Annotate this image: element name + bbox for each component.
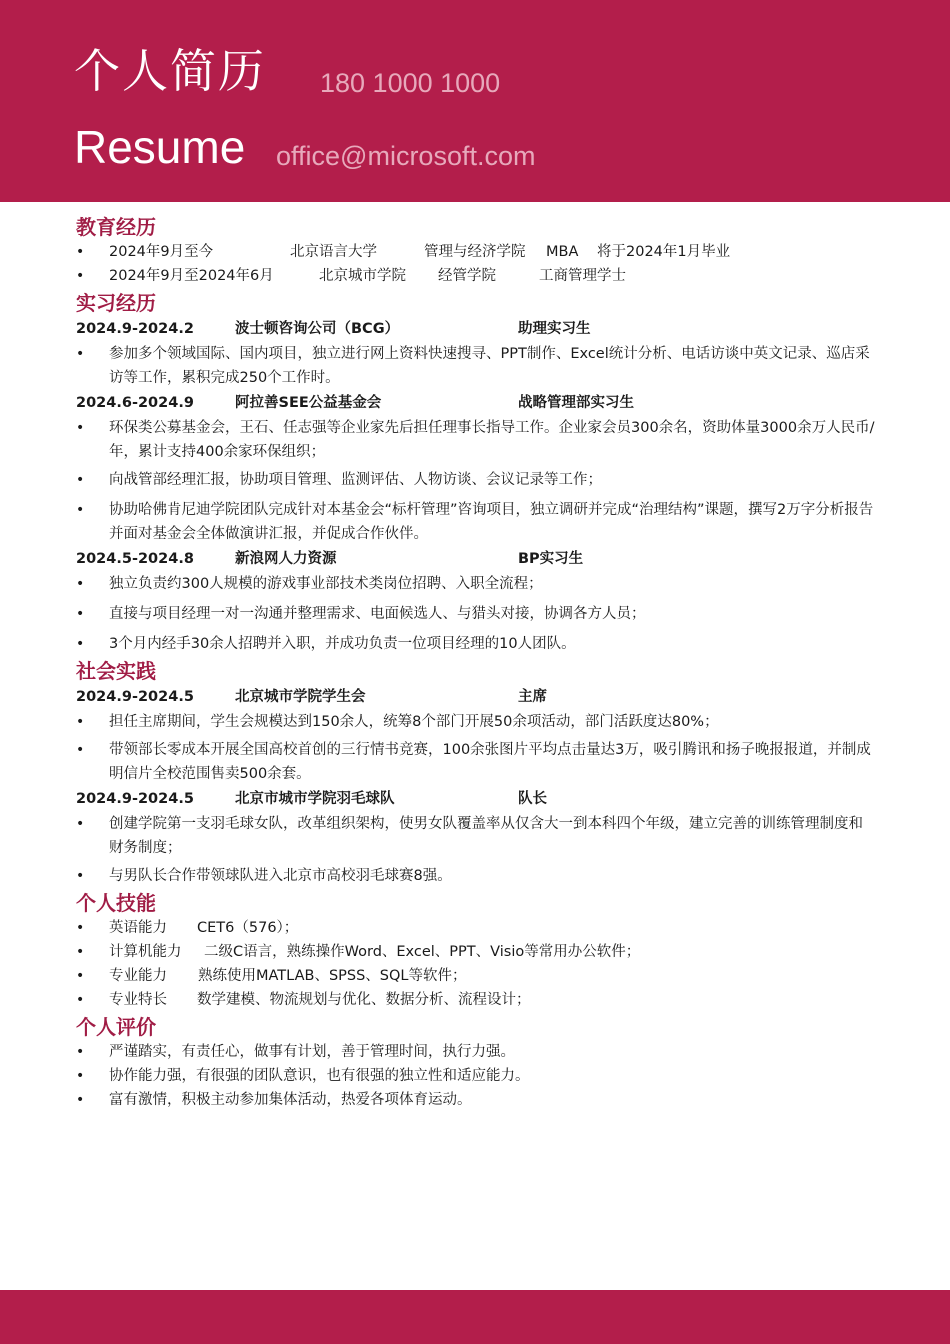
edu-degree: 工商管理学士 (539, 268, 626, 284)
job-org: 北京城市学院学生会 (235, 689, 366, 705)
edu-faculty: 管理与经济学院 (424, 244, 526, 260)
bullet: • (76, 346, 85, 362)
bullet: • (76, 420, 85, 436)
list-item (76, 1088, 876, 1112)
footer-banner (0, 1290, 950, 1344)
header-banner (0, 0, 950, 202)
job-bullet-text: 创建学院第一支羽毛球女队，改革组织架构，使男女队覆盖率从仅含大一到本科四个年级，建立完善的训练管理制度和财务制度； (109, 816, 863, 856)
email-address: office@microsoft.com (276, 141, 536, 171)
bullet: • (76, 968, 85, 984)
list-item (76, 572, 876, 596)
bullet: • (76, 742, 85, 758)
section-title-social: 社会实践 (76, 659, 156, 683)
edu-note: 将于2024年1月毕业 (597, 244, 731, 260)
job-bullet-text: 向战管部经理汇报，协助项目管理、监测评估、人物访谈、会议记录等工作； (109, 472, 602, 488)
list-item (76, 864, 876, 888)
bullet: • (76, 606, 85, 622)
job-bullet-text: 与男队长合作带领球队进入北京市高校羽毛球赛8强。 (109, 868, 452, 884)
resume-body (76, 212, 876, 1112)
edu-degree: MBA (546, 244, 579, 260)
bullet: • (76, 944, 85, 960)
list-item (76, 738, 876, 786)
list-item (76, 710, 876, 734)
bullet: • (76, 472, 85, 488)
job-header (76, 316, 876, 342)
job-date: 2024.6-2024.9 (76, 395, 194, 411)
job-date: 2024.9-2024.2 (76, 321, 194, 337)
bullet: • (76, 636, 85, 652)
list-item (76, 240, 876, 264)
job-bullet-text: 带领部长零成本开展全国高校首创的三行情书竞赛，100余张图片平均点击量达3万，吸引腾讯和扬子晚报报道，并制成明信片全校范围售卖500余套。 (109, 742, 871, 782)
bullet: • (76, 1068, 85, 1084)
job-date: 2024.9-2024.5 (76, 689, 194, 705)
skill-name: 计算机能力 (109, 944, 182, 960)
list-item (76, 940, 876, 964)
job-bullet-text: 环保类公募基金会，王石、任志强等企业家先后担任理事长指导工作。企业家会员300余名，资助体量3000余万人民币/年，累计支持400余家环保组织； (109, 420, 875, 460)
job-org: 波士顿咨询公司（BCG） (235, 321, 400, 337)
job-role: 主席 (518, 689, 547, 705)
list-item (76, 602, 876, 626)
bullet: • (76, 714, 85, 730)
job-org: 北京市城市学院羽毛球队 (235, 791, 395, 807)
list-item (76, 964, 876, 988)
job-bullet-text: 参加多个领域国际、国内项目，独立进行网上资料快速搜寻、PPT制作、Excel统计分析、电话访谈中英文记录、巡店采访等工作，累积完成250个工作时。 (109, 346, 870, 386)
skill-name: 英语能力 (109, 920, 167, 936)
skill-detail: 二级C语言，熟练操作Word、Excel、PPT、Visio等常用办公软件； (204, 944, 641, 960)
bullet: • (76, 244, 85, 260)
bullet: • (76, 920, 85, 936)
skill-detail: 数学建模、物流规划与优化、数据分析、流程设计； (197, 992, 531, 1008)
edu-faculty: 经管学院 (438, 268, 496, 284)
section-title-skills: 个人技能 (76, 891, 156, 915)
job-date: 2024.9-2024.5 (76, 791, 194, 807)
list-item (76, 916, 876, 940)
list-item (76, 498, 876, 546)
job-role: 战略管理部实习生 (518, 395, 634, 411)
bullet: • (76, 816, 85, 832)
list-item (76, 264, 876, 288)
job-bullet-text: 协助哈佛肯尼迪学院团队完成针对本基金会“标杆管理”咨询项目，独立调研并完成“治理结构”课题，撰写2万字分析报告并面对基金会全体做演讲汇报，并促成合作伙伴。 (109, 502, 874, 542)
section-title-evaluation: 个人评价 (76, 1015, 156, 1039)
bullet: • (76, 502, 85, 518)
bullet: • (76, 992, 85, 1008)
list-item (76, 468, 876, 492)
bullet: • (76, 1044, 85, 1060)
bullet: • (76, 576, 85, 592)
bullet: • (76, 268, 85, 284)
job-header (76, 684, 876, 710)
list-item (76, 812, 876, 860)
job-role: BP实习生 (518, 551, 584, 567)
edu-date: 2024年9月至今 (109, 244, 214, 260)
list-item (76, 988, 876, 1012)
job-bullet-text: 3个月内经手30余人招聘并入职，并成功负责一位项目经理的10人团队。 (109, 636, 576, 652)
list-item (76, 416, 876, 464)
job-bullet-text: 担任主席期间，学生会规模达到150余人，统筹8个部门开展50余项活动，部门活跃度达80%； (109, 714, 719, 730)
job-bullet-text: 直接与项目经理一对一沟通并整理需求、电面候选人、与猎头对接，协调各方人员； (109, 606, 646, 622)
skill-name: 专业特长 (109, 992, 167, 1008)
section-title-internship: 实习经历 (76, 291, 156, 315)
list-item (76, 1064, 876, 1088)
job-role: 队长 (518, 791, 547, 807)
resume-title-cn: 个人简历 (74, 44, 266, 98)
job-bullet-text: 独立负责约300人规模的游戏事业部技术类岗位招聘、入职全流程； (109, 576, 543, 592)
job-org: 阿拉善SEE公益基金会 (235, 395, 382, 411)
list-item (76, 342, 876, 390)
skill-detail: 熟练使用MATLAB、SPSS、SQL等软件； (198, 968, 467, 984)
edu-date: 2024年9月至2024年6月 (109, 268, 274, 284)
job-header (76, 546, 876, 572)
evaluation-text: 严谨踏实，有责任心，做事有计划，善于管理时间，执行力强。 (109, 1044, 515, 1060)
bullet: • (76, 1092, 85, 1108)
phone-number: 180 1000 1000 (320, 68, 501, 98)
job-date: 2024.5-2024.8 (76, 551, 194, 567)
evaluation-text: 富有激情，积极主动参加集体活动，热爱各项体育运动。 (109, 1092, 472, 1108)
edu-school: 北京城市学院 (319, 268, 406, 284)
bullet: • (76, 868, 85, 884)
list-item (76, 1040, 876, 1064)
skill-name: 专业能力 (109, 968, 167, 984)
job-role: 助理实习生 (518, 321, 591, 337)
resume-title-en: Resume (74, 121, 246, 173)
evaluation-text: 协作能力强，有很强的团队意识，也有很强的独立性和适应能力。 (109, 1068, 530, 1084)
section-title-education: 教育经历 (76, 215, 156, 239)
list-item (76, 632, 876, 656)
job-header (76, 786, 876, 812)
edu-school: 北京语言大学 (290, 244, 377, 260)
skill-detail: CET6（576）； (197, 920, 299, 936)
job-org: 新浪网人力资源 (235, 551, 337, 567)
job-header (76, 390, 876, 416)
